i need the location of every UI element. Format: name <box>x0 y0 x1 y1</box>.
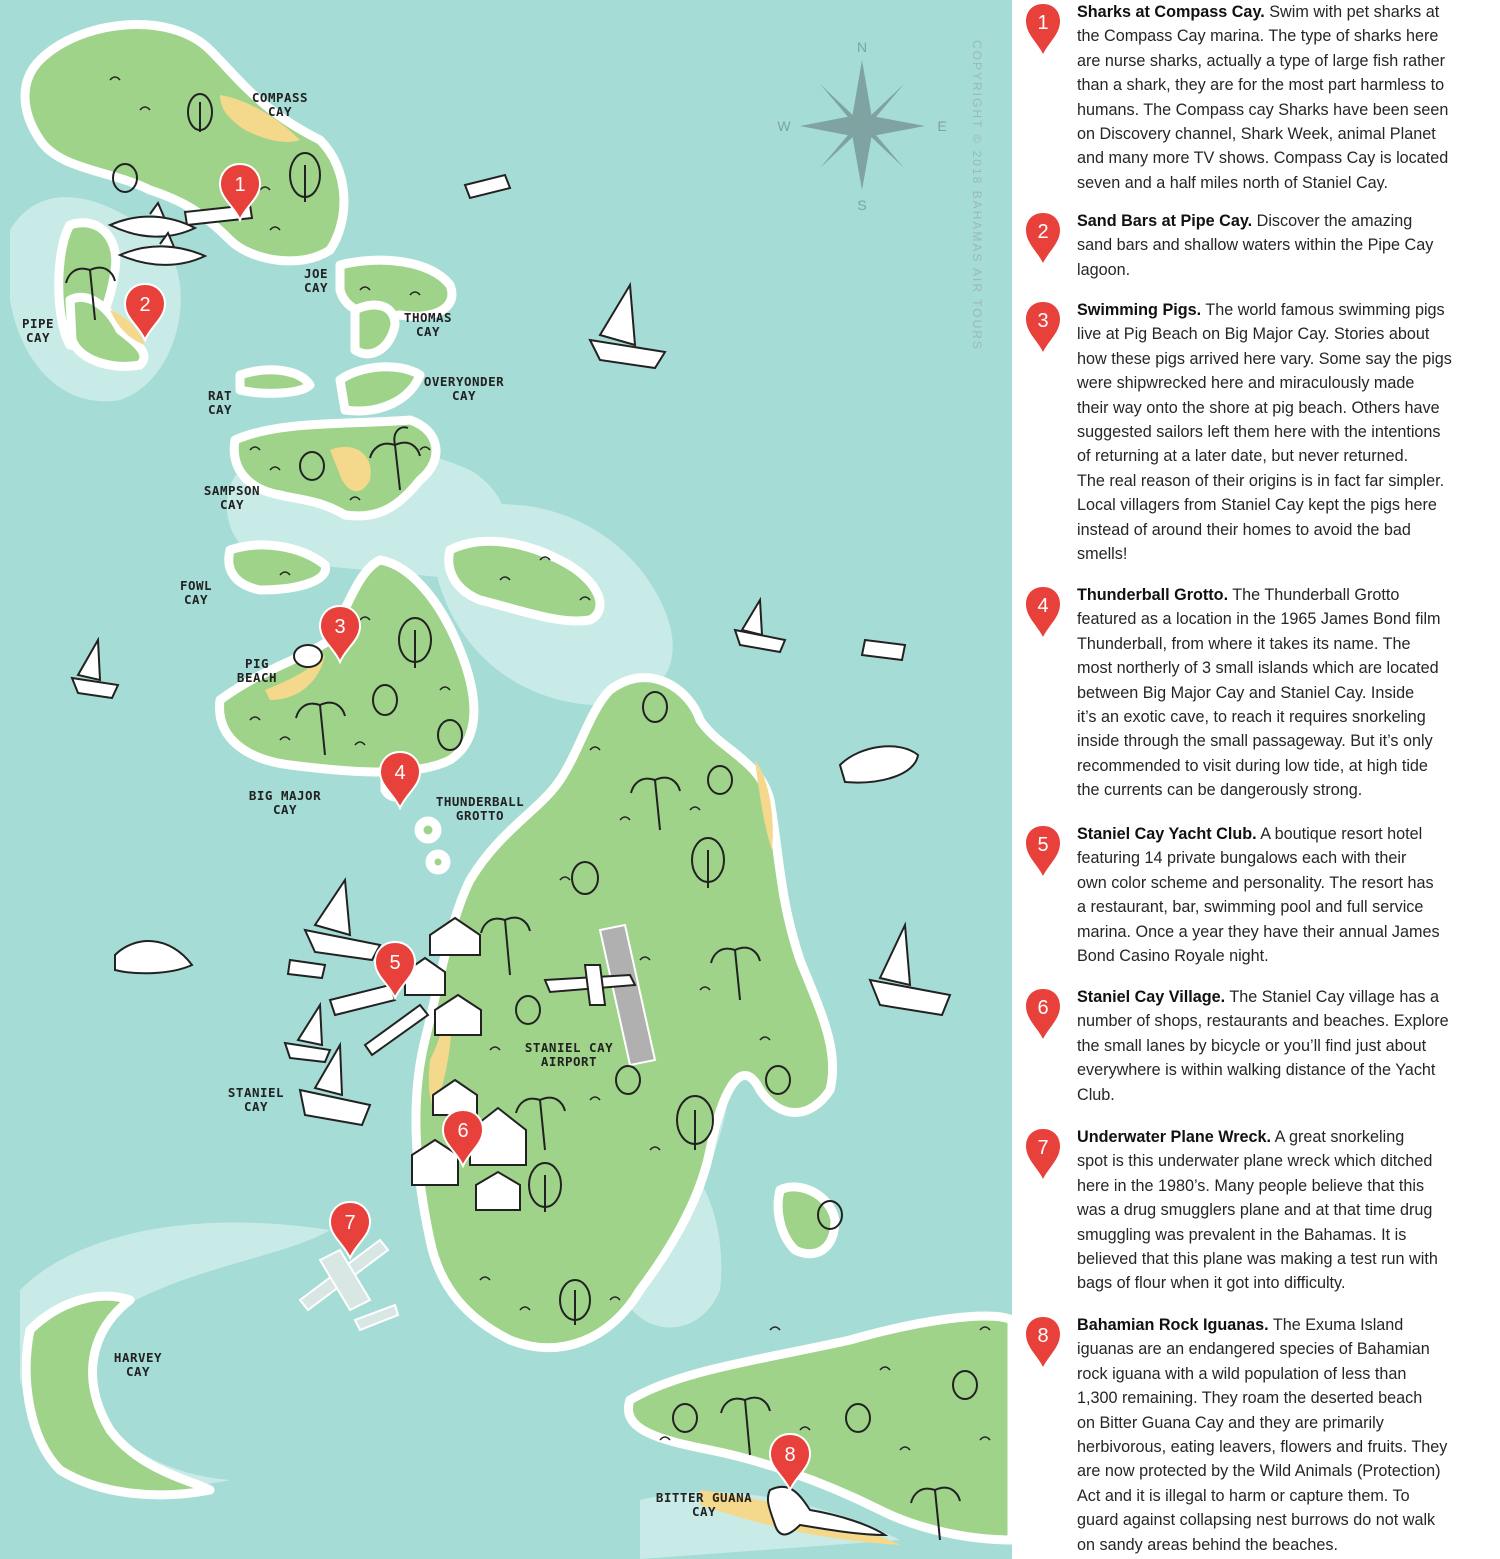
label-joe-cay: JOE CAY <box>303 266 329 295</box>
legend-line: it’s an exotic cave, to reach it requires snorkeling <box>1077 708 1426 727</box>
legend-line: instead of around their homes to avoid the bad <box>1077 520 1411 539</box>
map-pin-icon <box>1024 211 1062 265</box>
legend-line: The real reason of their origins is in fact far simpler. <box>1077 471 1445 490</box>
map-pin-icon <box>1024 1315 1062 1369</box>
legend-text <box>1077 822 1490 968</box>
grotto-islet-3 <box>430 854 446 870</box>
legend-title: Bahamian Rock Iguanas. <box>1077 1316 1269 1334</box>
legend-line: and many more TV shows. Compass Cay is located <box>1077 149 1449 168</box>
legend-line: the small lanes by bicycle or you’ll find just about <box>1077 1036 1427 1055</box>
legend-line: most northerly of 3 small islands which are located <box>1077 659 1439 678</box>
legend-text <box>1077 0 1490 195</box>
legend-line: 1,300 remaining. They roam the deserted beach <box>1077 1389 1423 1408</box>
svg-text:7: 7 <box>344 1212 356 1234</box>
legend-line: recommended to visit during low tide, at high tide <box>1077 756 1428 775</box>
map-pin-icon <box>1024 987 1062 1041</box>
legend-title: Sand Bars at Pipe Cay. <box>1077 212 1253 230</box>
legend-line: number of shops, restaurants and beaches. Explore <box>1077 1012 1449 1031</box>
legend-line: The world famous swimming pigs <box>1201 301 1445 319</box>
label-staniel-cay: STANIEL CAY <box>227 1085 285 1114</box>
legend-line: Local villagers from Staniel Cay kept the pigs here <box>1077 496 1437 515</box>
legend-line: humans. The Compass cay Sharks have been seen <box>1077 100 1449 119</box>
svg-text:8: 8 <box>784 1444 796 1466</box>
label-compass-cay: COMPASS CAY <box>251 90 309 119</box>
legend-line: a restaurant, bar, swimming pool and full service <box>1077 898 1424 917</box>
pig-icon <box>294 645 322 667</box>
legend-line: Thunderball, from where it takes its name. The <box>1077 634 1411 653</box>
label-pig-beach: PIG BEACH <box>236 656 278 685</box>
east-small-cay <box>778 1187 835 1254</box>
legend-line: featured as a location in the 1965 James Bond film <box>1077 610 1441 629</box>
pin-number: 2 <box>1037 221 1049 243</box>
legend-line: spot is this underwater plane wreck which ditched <box>1077 1152 1433 1171</box>
legend-line: was a drug smugglers plane and at that time drug <box>1077 1201 1433 1220</box>
legend-line: believed that this plane was making a test run with <box>1077 1250 1438 1269</box>
legend-line: marina. Once a year they have their annual James <box>1077 922 1440 941</box>
pin-number: 5 <box>1037 834 1049 856</box>
legend-title: Staniel Cay Yacht Club. <box>1077 825 1257 843</box>
legend-line: on Bitter Guana Cay and they are primarily <box>1077 1413 1384 1432</box>
compass-n: N <box>856 39 868 55</box>
compass-e: E <box>937 118 947 134</box>
legend-title: Underwater Plane Wreck. <box>1077 1128 1272 1146</box>
legend-line: Discover the amazing <box>1252 212 1413 230</box>
legend-line: everywhere is within walking distance of the Yacht <box>1077 1061 1436 1080</box>
legend-line: than a shark, they are for the most part harmless to <box>1077 76 1445 95</box>
legend-line: rock iguana with a wild population of less than <box>1077 1364 1407 1383</box>
legend-line: guard against collapsing nest burrows do not walk <box>1077 1511 1436 1530</box>
legend-line: on sandy areas behind the beaches. <box>1077 1535 1338 1554</box>
label-overyonder-cay: OVERYONDER CAY <box>423 374 505 403</box>
legend-line: smells! <box>1077 545 1128 564</box>
label-big-major-cay: BIG MAJOR CAY <box>248 788 322 817</box>
legend-title: Thunderball Grotto. <box>1077 586 1229 604</box>
legend-text <box>1077 583 1490 803</box>
map-pin-icon <box>1024 824 1062 878</box>
legend-text <box>1077 209 1490 282</box>
legend-line: bags of flour when it got into difficulty. <box>1077 1274 1346 1293</box>
legend-line: smuggling was prevalent in the Bahamas. It is <box>1077 1225 1407 1244</box>
label-thomas-cay: THOMAS CAY <box>403 310 453 339</box>
legend-line: were shipwrecked here and miraculously made <box>1077 374 1415 393</box>
legend-line: The Thunderball Grotto <box>1228 586 1400 604</box>
legend-line: Act and it is illegal to harm or capture them. To <box>1077 1486 1410 1505</box>
legend-line: suggested sailors left them here with the intentions <box>1077 423 1441 442</box>
svg-text:3: 3 <box>334 616 346 638</box>
legend-line: A great snorkeling <box>1271 1128 1405 1146</box>
legend-title: Swimming Pigs. <box>1077 301 1202 319</box>
legend-line: of returning at a later date, but never returned. <box>1077 447 1409 466</box>
legend-line: featuring 14 private bungalows each with their <box>1077 849 1407 868</box>
fowl-cay-island <box>229 545 326 590</box>
map-pin-icon <box>1024 1127 1062 1181</box>
legend-line: their way onto the shore at pig beach. Others have <box>1077 398 1440 417</box>
legend-line: Bond Casino Royale night. <box>1077 947 1269 966</box>
legend-line: A boutique resort hotel <box>1256 825 1423 843</box>
thomas-cay-island <box>355 305 395 354</box>
map-pin-icon <box>1024 300 1062 354</box>
legend-panel <box>1012 0 1500 1559</box>
legend-line: sand bars and shallow waters within the Pipe Cay <box>1077 236 1434 255</box>
svg-text:4: 4 <box>394 762 406 784</box>
legend-line: are now protected by the Wild Animals (Protection) <box>1077 1462 1441 1481</box>
svg-text:6: 6 <box>457 1120 469 1142</box>
pin-number: 1 <box>1037 12 1049 34</box>
legend-text <box>1077 1313 1490 1557</box>
pin-number: 4 <box>1037 595 1049 617</box>
legend-text <box>1077 985 1490 1107</box>
grotto-islet-2 <box>419 821 437 839</box>
label-staniel-cay-airport: STANIEL CAY AIRPORT <box>524 1040 614 1069</box>
legend-line: the Compass Cay marina. The type of sharks here <box>1077 27 1439 46</box>
legend-line: seven and a half miles north of Staniel Cay. <box>1077 173 1389 192</box>
label-pipe-cay: PIPE CAY <box>21 316 55 345</box>
pin-number: 6 <box>1037 997 1049 1019</box>
rat-cay-island <box>240 370 310 393</box>
legend-line: lagoon. <box>1077 260 1131 279</box>
label-rat-cay: RAT CAY <box>207 388 233 417</box>
label-fowl-cay: FOWL CAY <box>179 578 213 607</box>
legend-line: The Staniel Cay village has a <box>1225 988 1440 1006</box>
copyright-text: COPYRIGHT © 2018 BAHAMAS AIR TOURS <box>970 40 984 351</box>
legend-line: iguanas are an endangered species of Bahamian <box>1077 1340 1430 1359</box>
svg-text:5: 5 <box>389 952 401 974</box>
svg-text:1: 1 <box>234 174 246 196</box>
pin-number: 7 <box>1037 1137 1049 1159</box>
compass-w: W <box>777 118 791 134</box>
legend-line: The Exuma Island <box>1268 1316 1404 1334</box>
map-pin-icon <box>1024 2 1062 56</box>
label-bitter-guana-cay: BITTER GUANA CAY <box>655 1490 753 1519</box>
legend-text <box>1077 298 1490 566</box>
map-pin-icon <box>1024 585 1062 639</box>
label-sampson-cay: SAMPSON CAY <box>203 483 261 512</box>
legend-text <box>1077 1125 1490 1296</box>
legend-line: own color scheme and personality. The resort has <box>1077 873 1434 892</box>
legend-line: Club. <box>1077 1085 1115 1104</box>
pin-number: 3 <box>1037 310 1049 332</box>
label-harvey-cay: HARVEY CAY <box>113 1350 163 1379</box>
legend-line: how these pigs arrived here vary. Some say the pigs <box>1077 349 1452 368</box>
label-thunderball-grotto: THUNDERBALL GROTTO <box>435 794 525 823</box>
legend-title: Sharks at Compass Cay. <box>1077 3 1265 21</box>
legend-title: Staniel Cay Village. <box>1077 988 1226 1006</box>
compass-s: S <box>857 197 867 213</box>
legend-line: live at Pig Beach on Big Major Cay. Stories about <box>1077 325 1430 344</box>
pin-number: 8 <box>1037 1325 1049 1347</box>
legend-line: here in the 1980’s. Many people believe that this <box>1077 1176 1425 1195</box>
legend-line: the currents can be dangerously strong. <box>1077 781 1363 800</box>
legend-line: inside through the small passageway. But it’s only <box>1077 732 1433 751</box>
legend-line: Swim with pet sharks at <box>1264 3 1440 21</box>
legend-line: herbivorous, eating leavers, flowers and fruits. They <box>1077 1438 1448 1457</box>
svg-text:2: 2 <box>139 294 151 316</box>
legend-line: between Big Major Cay and Staniel Cay. Inside <box>1077 683 1415 702</box>
legend-line: on Discovery channel, Shark Week, animal Planet <box>1077 125 1436 144</box>
legend-line: are nurse sharks, actually a type of large fish rather <box>1077 51 1445 70</box>
